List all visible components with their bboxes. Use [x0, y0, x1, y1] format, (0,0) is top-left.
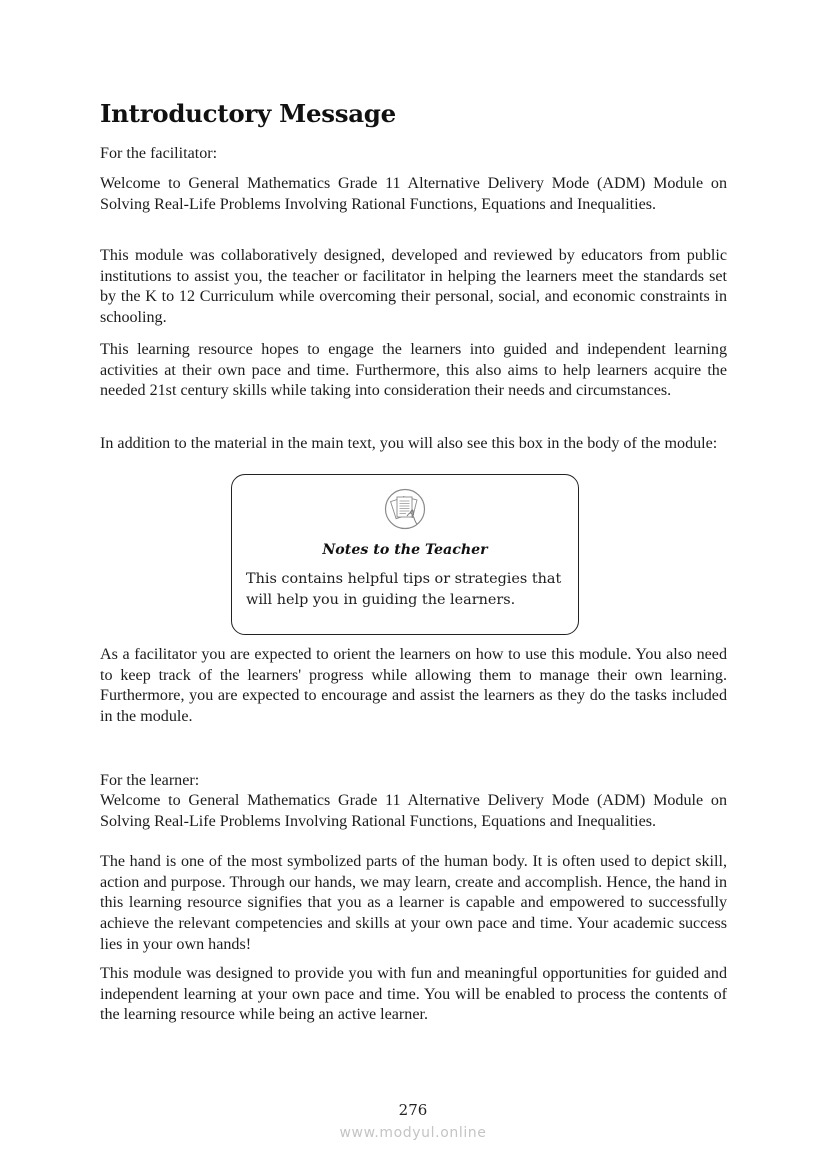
note-box-heading: Notes to the Teacher: [322, 542, 488, 558]
facilitator-closing-paragraph: As a facilitator you are expected to orient the learners on how to use this module. You also need to keep track of the learners' progress while allowing them to manage their own learning. Furthermore, you are expected to encourage and assist the learners as they do the tasks included in the module.: [100, 646, 727, 726]
facilitator-heading: For the facilitator:: [100, 145, 218, 162]
facilitator-welcome-paragraph: Welcome to General Mathematics Grade 11 Alternative Delivery Mode (ADM) Module on Solving Real-Life Problems Involving Rational Functions, Equations and Inequalities.: [100, 175, 727, 213]
facilitator-box-intro-paragraph: In addition to the material in the main text, you will also see this box in the body of the module:: [100, 435, 718, 452]
notes-document-hand-icon: [384, 488, 426, 530]
notes-to-the-teacher-box: [231, 474, 579, 635]
learner-module-paragraph: This module was designed to provide you with fun and meaningful opportunities for guided and independent learning at your own pace and time. You will be enabled to process the contents of the learning resource while being an active learner.: [100, 965, 727, 1024]
learner-hand-paragraph: The hand is one of the most symbolized parts of the human body. It is often used to depict skill, action and purpose. Through our hands, we may learn, create and accomplish. Hence, the hand in this learning resource signifies that you as a learner is capable and empowered to successfully achieve the relevant competencies and skills at your own pace and time. Your academic success lies in your own hands!: [100, 853, 727, 953]
page-title: Introductory Message: [100, 99, 396, 128]
learner-welcome-paragraph: Welcome to General Mathematics Grade 11 Alternative Delivery Mode (ADM) Module on Solving Real-Life Problems Involving Rational Functions, Equations and Inequalities.: [100, 792, 727, 830]
note-box-body: This contains helpful tips or strategies that will help you in guiding the learners.: [246, 571, 562, 608]
facilitator-resource-paragraph: This learning resource hopes to engage the learners into guided and independent learning activities at their own pace and time. Furthermore, this also aims to help learners acquire the needed 21st century skills while taking into consideration their needs and circumstances.: [100, 341, 727, 400]
learner-heading: For the learner:: [100, 772, 200, 789]
page-number: 276: [398, 1101, 428, 1119]
watermark: www.modyul.online: [339, 1125, 487, 1141]
facilitator-design-paragraph: This module was collaboratively designed, developed and reviewed by educators from public institutions to assist you, the teacher or facilitator in helping the learners meet the standards set by the K to 12 Curriculum while overcoming their personal, social, and economic constraints in schooling.: [100, 247, 727, 327]
